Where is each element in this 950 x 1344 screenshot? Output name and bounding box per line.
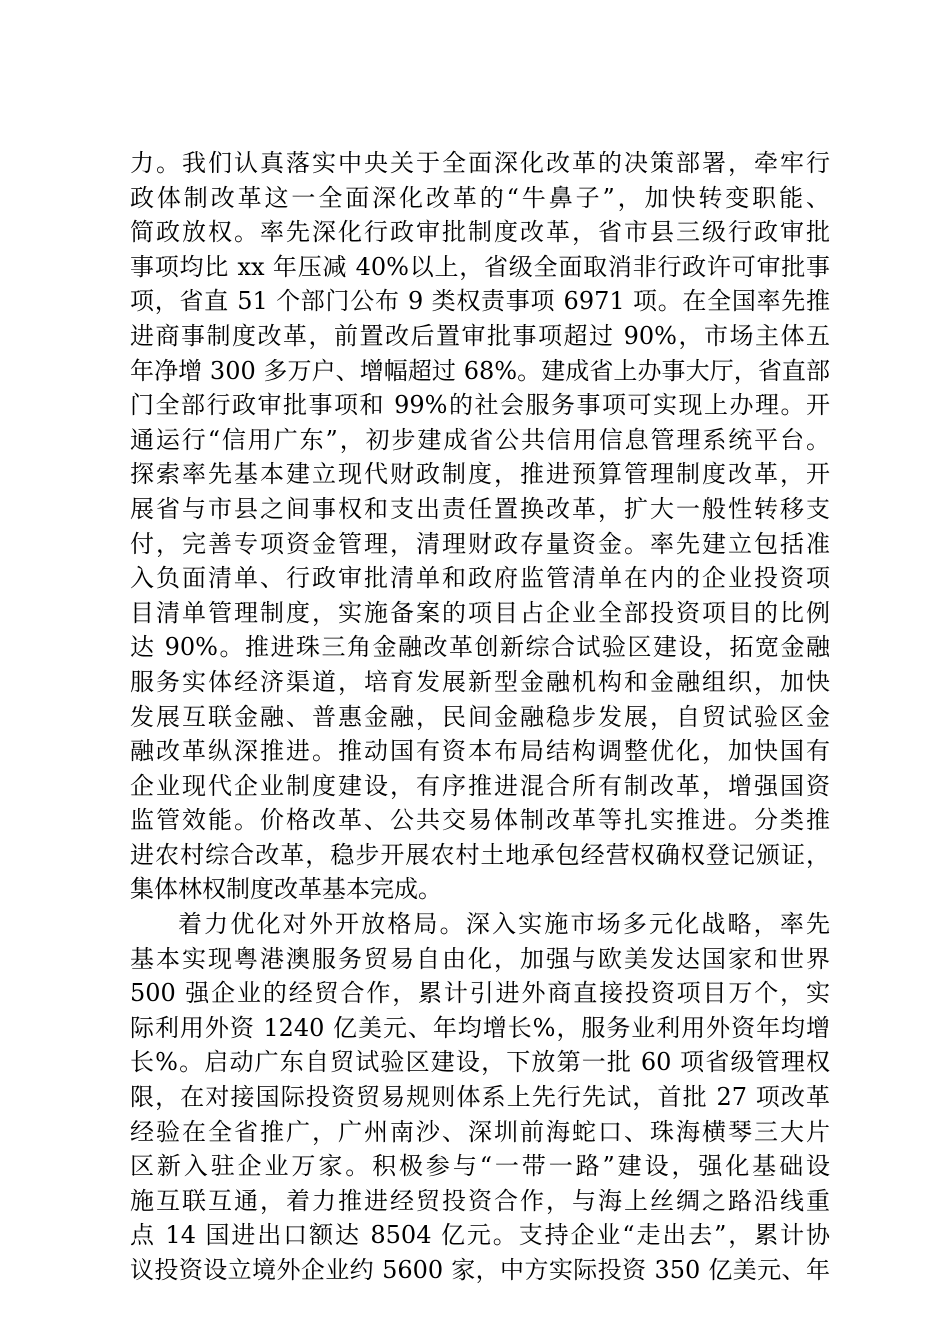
text-line: 际利用外资 1240 亿美元、年均增长%，服务业利用外资年均增 (130, 1013, 830, 1042)
text-line: 议投资设立境外企业约 5600 家，中方实际投资 350 亿美元、年 (130, 1256, 830, 1284)
text-line: 展省与市县之间事权和支出责任置换改革，扩大一般性转移支 (130, 494, 830, 523)
text-line: 施互联互通，着力推进经贸投资合作，与海上丝绸之路沿线重 (130, 1186, 830, 1215)
text-line: 服务实体经济渠道，培育发展新型金融机构和金融组织，加快 (130, 667, 830, 696)
text-line: 简政放权。率先深化行政审批制度改革，省市县三级行政审批 (130, 218, 830, 247)
text-line: 年净增 300 多万户、增幅超过 68%。建成省上办事大厅，省直部 (130, 356, 830, 385)
text-line: 基本实现粤港澳服务贸易自由化，加强与欧美发达国家和世界 (130, 944, 830, 973)
paragraph (130, 907, 830, 1288)
body-text (130, 146, 830, 1288)
text-line: 企业现代企业制度建设，有序推进混合所有制改革，增强国资 (130, 771, 830, 800)
text-line: 达 90%。推进珠三角金融改革创新综合试验区建设，拓宽金融 (130, 633, 830, 662)
text-line: 进农村综合改革，稳步开展农村土地承包经营权确权登记颁证， (130, 840, 830, 869)
text-line: 限，在对接国际投资贸易规则体系上先行先试，首批 27 项改革 (130, 1083, 830, 1112)
text-line: 项，省直 51 个部门公布 9 类权责事项 6971 项。在全国率先推 (130, 287, 830, 316)
text-line: 探索率先基本建立现代财政制度，推进预算管理制度改革，开 (130, 460, 830, 489)
text-line: 门全部行政审批事项和 99%的社会服务事项可实现上办理。开 (130, 391, 830, 420)
text-line: 融改革纵深推进。推动国有资本布局结构调整优化，加快国有 (130, 737, 830, 766)
text-line: 通运行“信用广东”，初步建成省公共信用信息管理系统平台。 (130, 425, 830, 454)
text-line: 力。我们认真落实中央关于全面深化改革的决策部署，牵牢行 (130, 149, 830, 177)
text-line: 目清单管理制度，实施备案的项目占企业全部投资项目的比例 (130, 598, 830, 627)
text-line: 500 强企业的经贸合作，累计引进外商直接投资项目万个，实 (130, 979, 830, 1008)
text-line: 事项均比 xx 年压减 40%以上，省级全面取消非行政许可审批事 (130, 252, 830, 281)
text-line: 区新入驻企业万家。积极参与“一带一路”建设，强化基础设 (130, 1152, 830, 1181)
paragraph (130, 146, 830, 907)
text-line: 集体林权制度改革基本完成。 (130, 875, 442, 904)
text-line: 付，完善专项资金管理，清理财政存量资金。率先建立包括准 (130, 529, 830, 558)
text-line: 经验在全省推广，广州南沙、深圳前海蛇口、珠海横琴三大片 (130, 1117, 830, 1146)
text-line: 入负面清单、行政审批清单和政府监管清单在内的企业投资项 (130, 564, 830, 593)
text-line: 点 14 国进出口额达 8504 亿元。支持企业“走出去”，累计协 (130, 1221, 830, 1250)
text-line: 进商事制度改革，前置改后置审批事项超过 90%，市场主体五 (130, 321, 830, 350)
text-line: 着力优化对外开放格局。深入实施市场多元化战略，率先 (178, 910, 830, 939)
text-line: 发展互联金融、普惠金融，民间金融稳步发展，自贸试验区金 (130, 702, 830, 731)
text-line: 长%。启动广东自贸试验区建设，下放第一批 60 项省级管理权 (130, 1048, 830, 1077)
text-line: 政体制改革这一全面深化改革的“牛鼻子”，加快转变职能、 (130, 183, 830, 212)
text-line: 监管效能。价格改革、公共交易体制改革等扎实推进。分类推 (130, 806, 830, 835)
